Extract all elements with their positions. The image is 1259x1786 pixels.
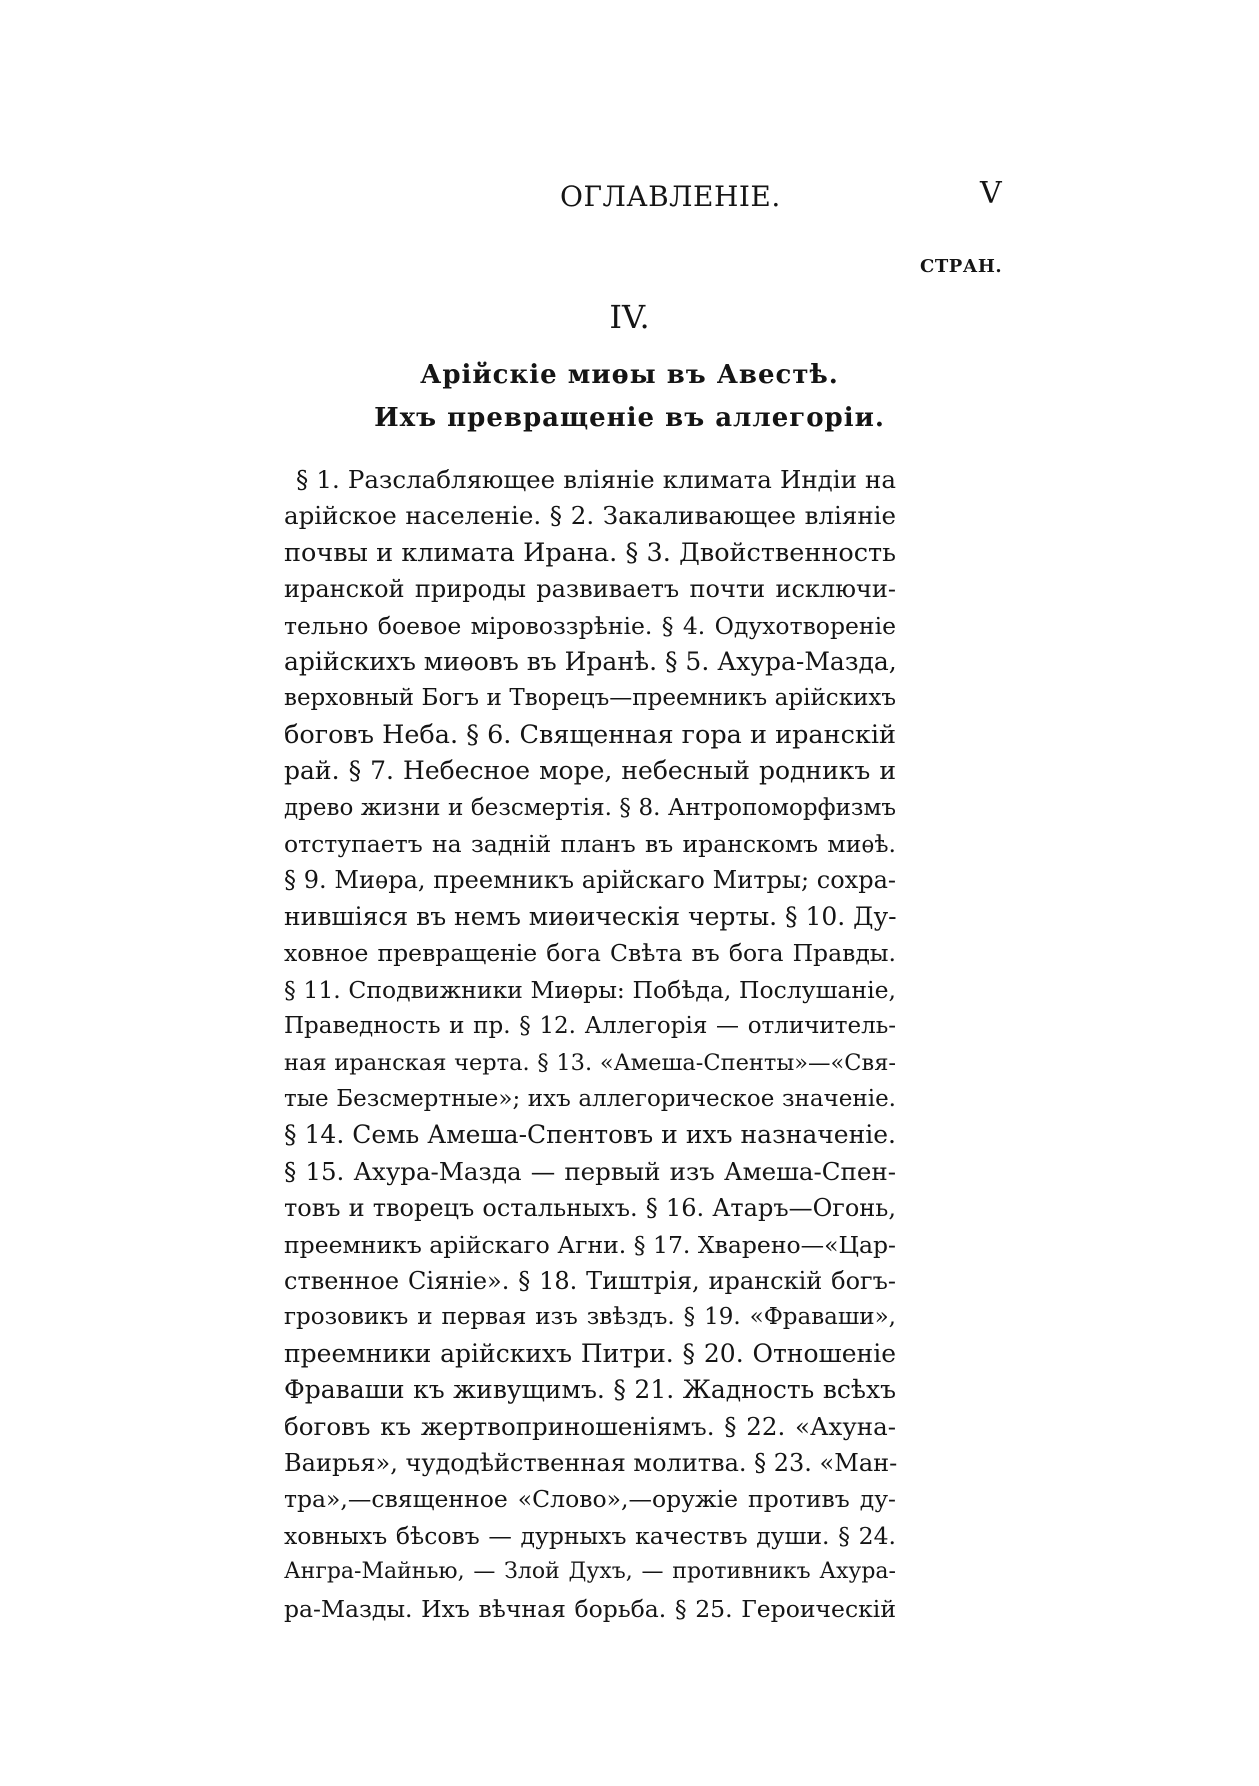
running-head: ОГЛАВЛЕНІЕ.: [560, 180, 781, 213]
text-line: боговъ къ жертвоприношеніямъ. § 22. «Ахуна-: [284, 1411, 896, 1441]
text-line: § 1. Разслабляющее вліяніе климата Индіи на: [296, 465, 896, 494]
text-line: ственное Сіяніе». § 18. Тиштрія, иранскій богъ-: [284, 1266, 896, 1295]
text-line: § 9. Миѳра, преемникъ арійскаго Митры; сохра-: [284, 866, 896, 895]
text-line: ная иранская черта. § 13. «Амеша-Спенты»—«Свя-: [284, 1049, 896, 1076]
section-title-line-1: Арійскіе миѳы въ Авестѣ.: [420, 360, 839, 390]
text-line: ховное превращеніе бога Свѣта въ бога Правды.: [284, 939, 896, 968]
text-line: иранской природы развиваетъ почти исключи-: [284, 575, 896, 604]
text-line: боговъ Неба. § 6. Священная гора и иранскій: [284, 719, 896, 750]
text-line: тельно боевое міровоззрѣніе. § 4. Одухотвореніе: [284, 611, 896, 640]
page-column-label: СТРАН.: [920, 256, 1003, 277]
text-line: Праведность и пр. § 12. Аллегорія — отличитель-: [284, 1013, 896, 1040]
text-line: преемникъ арійскаго Агни. § 17. Хварено—«Цар-: [284, 1230, 896, 1259]
text-line: арійское населеніе. § 2. Закаливающее вліяніе: [284, 501, 896, 531]
text-line: древо жизни и безсмертія. § 8. Антропоморфизмъ: [284, 794, 896, 821]
text-line: § 11. Сподвижники Миѳры: Побѣда, Послушаніе,: [284, 975, 896, 1004]
text-line: почвы и климата Ирана. § 3. Двойственность: [284, 537, 896, 568]
text-line: товъ и творецъ остальныхъ. § 16. Атаръ—Огонь,: [284, 1194, 896, 1223]
text-line: нившіяся въ немъ миѳическія черты. § 10. Ду-: [284, 901, 897, 931]
text-line: грозовикъ и первая изъ звѣздъ. § 19. «Фраваши»,: [284, 1304, 896, 1331]
text-line: ра-Мазды. Ихъ вѣчная борьба. § 25. Героическій: [284, 1594, 896, 1623]
text-line: § 14. Семь Амеша-Спентовъ и ихъ назначеніе.: [284, 1120, 896, 1150]
text-line: тые Безсмертные»; ихъ аллегорическое значеніе.: [284, 1085, 896, 1112]
text-line: преемники арійскихъ Питри. § 20. Отношеніе: [284, 1338, 896, 1368]
text-line: ховныхъ бѣсовъ — дурныхъ качествъ души. § 24.: [284, 1521, 896, 1550]
text-line: рай. § 7. Небесное море, небесный родникъ и: [284, 756, 896, 786]
page-number: V: [980, 176, 1002, 211]
text-line: Фраваши къ живущимъ. § 21. Жадность всѣхъ: [284, 1375, 896, 1405]
text-line: тра»,—священное «Слово»,—оружіе противъ ду-: [284, 1485, 896, 1514]
text-line: верховный Богъ и Творецъ—преемникъ арійскихъ: [284, 685, 896, 712]
text-line: Ваирья», чудодѣйственная молитва. § 23. «Ман-: [284, 1448, 898, 1477]
text-line: § 15. Ахура-Мазда — первый изъ Амеша-Спен-: [284, 1156, 896, 1186]
text-line: отступаетъ на задній планъ въ иранскомъ миѳѣ.: [284, 830, 896, 859]
text-line: арійскихъ миѳовъ въ Иранѣ. § 5. Ахура-Мазда,: [284, 647, 897, 677]
section-title-line-2: Ихъ превращеніе въ аллегоріи.: [374, 403, 885, 433]
text-line: Ангра-Майнью, — Злой Духъ, — противникъ Ахура-: [284, 1559, 896, 1585]
section-number: IV.: [609, 298, 650, 336]
contents-paragraph: [284, 462, 896, 1627]
